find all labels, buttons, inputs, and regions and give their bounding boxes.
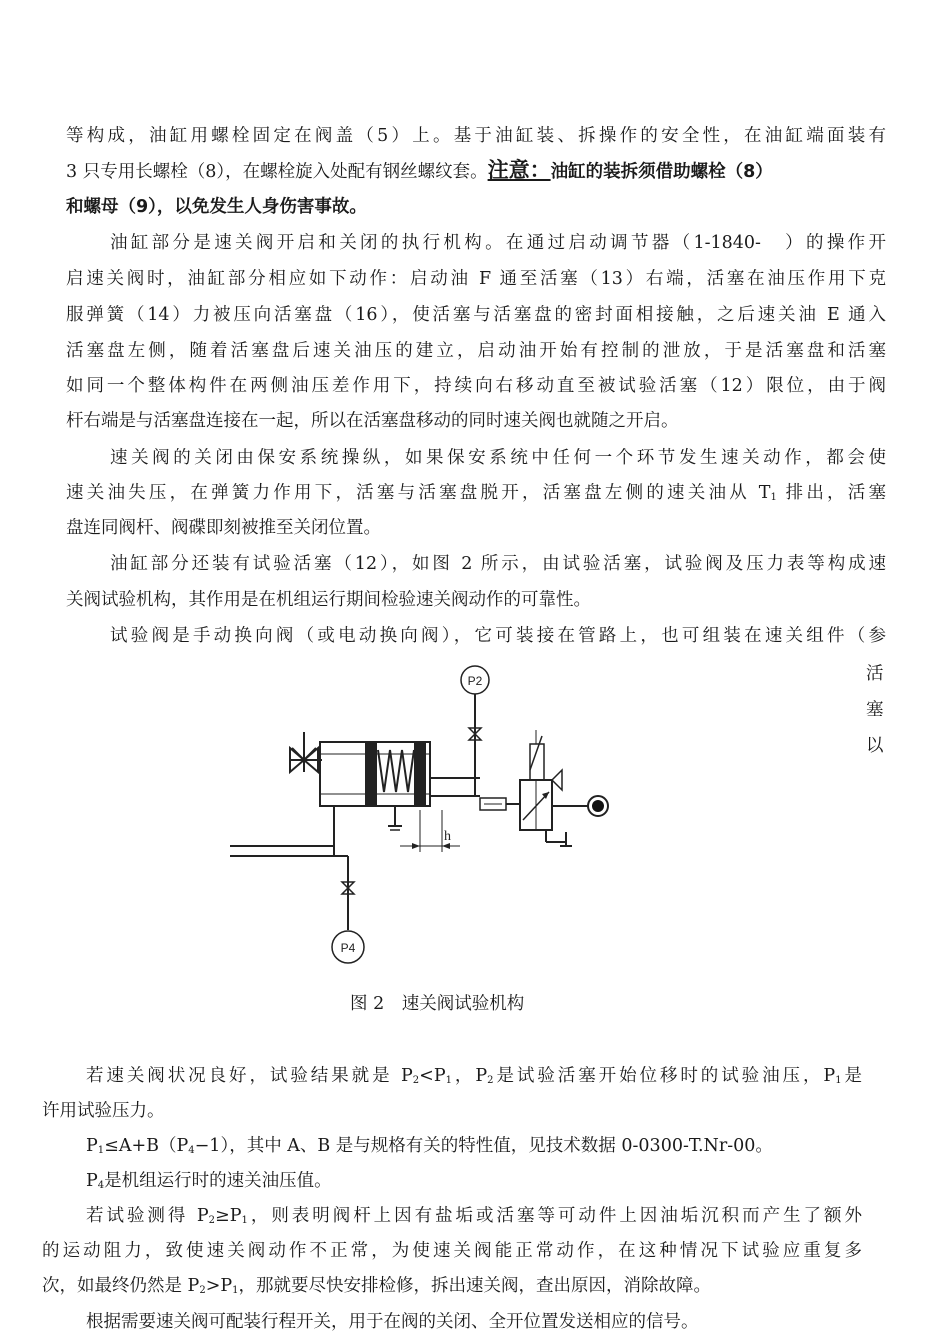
- text-line: [86, 1134, 773, 1163]
- text-span: −1），其中 A、B 是与规格有关的特性值，见技术数据 0-0300-T.Nr-00。: [194, 1136, 773, 1156]
- text-line: [86, 1064, 862, 1093]
- subscript: 1: [97, 1145, 105, 1156]
- text-line: 等构成，油缸用螺栓固定在阀盖（5）上。基于油缸装、拆操作的安全性，在油缸端面装有: [66, 126, 886, 146]
- warning-text: 油缸的装拆须借助螺栓（8）: [550, 162, 773, 182]
- subscript: 1: [835, 1075, 842, 1086]
- text-span: 3 只专用长螺栓（8），在螺栓旋入处配有钢丝螺纹套。: [66, 162, 488, 182]
- text-span: ，则表明阀杆上因有盐垢或活塞等可动件上因油垢沉积而产生了额外: [247, 1206, 863, 1226]
- text-span: 次，如最终仍然是 P: [42, 1276, 200, 1296]
- text-line: 许用试验压力。: [42, 1101, 165, 1121]
- text-span: 是试验活塞开始位移时的试验油压，P: [493, 1066, 836, 1086]
- side-char: 以: [866, 736, 884, 756]
- text-line: 活塞盘左侧，随着活塞盘后速关油压的建立，启动油开始有控制的泄放，于是活塞盘和活塞: [66, 341, 886, 361]
- figure-caption: 图 2 速关阀试验机构: [350, 994, 525, 1014]
- h-label: h: [444, 829, 451, 844]
- subscript: 1: [232, 1285, 239, 1296]
- text-line: [66, 158, 773, 184]
- text-line: 关阀试验机构，其作用是在机组运行期间检验速关阀动作的可靠性。: [66, 590, 591, 610]
- subscript: 2: [199, 1285, 206, 1296]
- text-line: 根据需要速关阀可配装行程开关，用于在阀的关闭、全开位置发送相应的信号。: [86, 1312, 699, 1332]
- text-span: P: [86, 1171, 98, 1191]
- p2-label: P2: [467, 674, 483, 688]
- test-piston: [415, 744, 425, 804]
- test-mechanism-diagram: [230, 660, 630, 975]
- text-span: 速关油失压，在弹簧力作用下，活塞与活塞盘脱开，活塞盘左侧的速关油从 T: [66, 483, 771, 503]
- text-span: 是机组运行时的速关油压值。: [104, 1171, 332, 1191]
- text-span: <P: [419, 1066, 446, 1086]
- text-span: 是: [841, 1066, 863, 1086]
- text-line: 试验阀是手动换向阀（或电动换向阀），它可装接在管路上，也可组装在速关组件（参: [110, 626, 886, 646]
- text-line: 盘连同阀杆、阀碟即刻被推至关闭位置。: [66, 518, 381, 538]
- text-span: ≥P: [215, 1206, 242, 1226]
- side-char: 活: [866, 664, 884, 684]
- subscript: 2: [412, 1075, 420, 1086]
- text-span: ≤A+B（P: [104, 1136, 189, 1156]
- text-span: P: [86, 1136, 98, 1156]
- text-line: 杆右端是与活塞盘连接在一起，所以在活塞盘移动的同时速关阀也就随之开启。: [66, 411, 679, 431]
- subscript: 1: [445, 1075, 452, 1086]
- subscript: 2: [208, 1215, 216, 1226]
- text-line: 启速关阀时，油缸部分相应如下动作：启动油 F 通至活塞（13）右端，活塞在油压作用下克: [66, 269, 886, 289]
- text-span: ，P: [452, 1066, 488, 1086]
- subscript: 1: [241, 1215, 248, 1226]
- text-span: 若试验测得 P: [86, 1206, 209, 1226]
- text-line: [42, 1274, 711, 1303]
- warning-text: 和螺母（9），以免发生人身伤害事故。: [66, 197, 367, 217]
- text-line: [66, 481, 886, 510]
- text-line: [86, 1169, 332, 1198]
- subscript: 2: [487, 1075, 494, 1086]
- text-line: 速关阀的关闭由保安系统操纵，如果保安系统中任何一个环节发生速关动作，都会使: [110, 448, 886, 468]
- subscript: 4: [97, 1180, 105, 1191]
- text-line: 油缸部分是速关阀开启和关闭的执行机构。在通过启动调节器（1-1840- ）的操作开: [110, 233, 886, 253]
- text-line: 如同一个整体构件在两侧油压差作用下，持续向右移动直至被试验活塞（12）限位，由于阀: [66, 376, 886, 396]
- text-line: [86, 1204, 862, 1233]
- notice-label: 注意：: [487, 158, 551, 182]
- text-span: ，那就要尽快安排检修，拆出速关阀，查出原因，消除故障。: [238, 1276, 712, 1296]
- subscript: 4: [188, 1145, 195, 1156]
- side-char: 塞: [866, 700, 884, 720]
- text-line: 油缸部分还装有试验活塞（12），如图 2 所示，由试验活塞，试验阀及压力表等构成速: [110, 554, 886, 574]
- text-span: >P: [205, 1276, 233, 1296]
- p4-label: P4: [340, 941, 356, 955]
- text-span: 若速关阀状况良好，试验结果就是 P: [86, 1066, 413, 1086]
- subscript: 1: [770, 492, 777, 503]
- text-line: 的运动阻力，致使速关阀动作不正常，为使速关阀能正常动作，在这种情况下试验应重复多: [42, 1241, 862, 1261]
- piston: [366, 744, 376, 804]
- text-line: 服弹簧（14）力被压向活塞盘（16），使活塞与活塞盘的密封面相接触，之后速关油 E 通入: [66, 305, 886, 325]
- text-span: 排出，活塞: [776, 483, 887, 503]
- spring-icon: [378, 750, 414, 792]
